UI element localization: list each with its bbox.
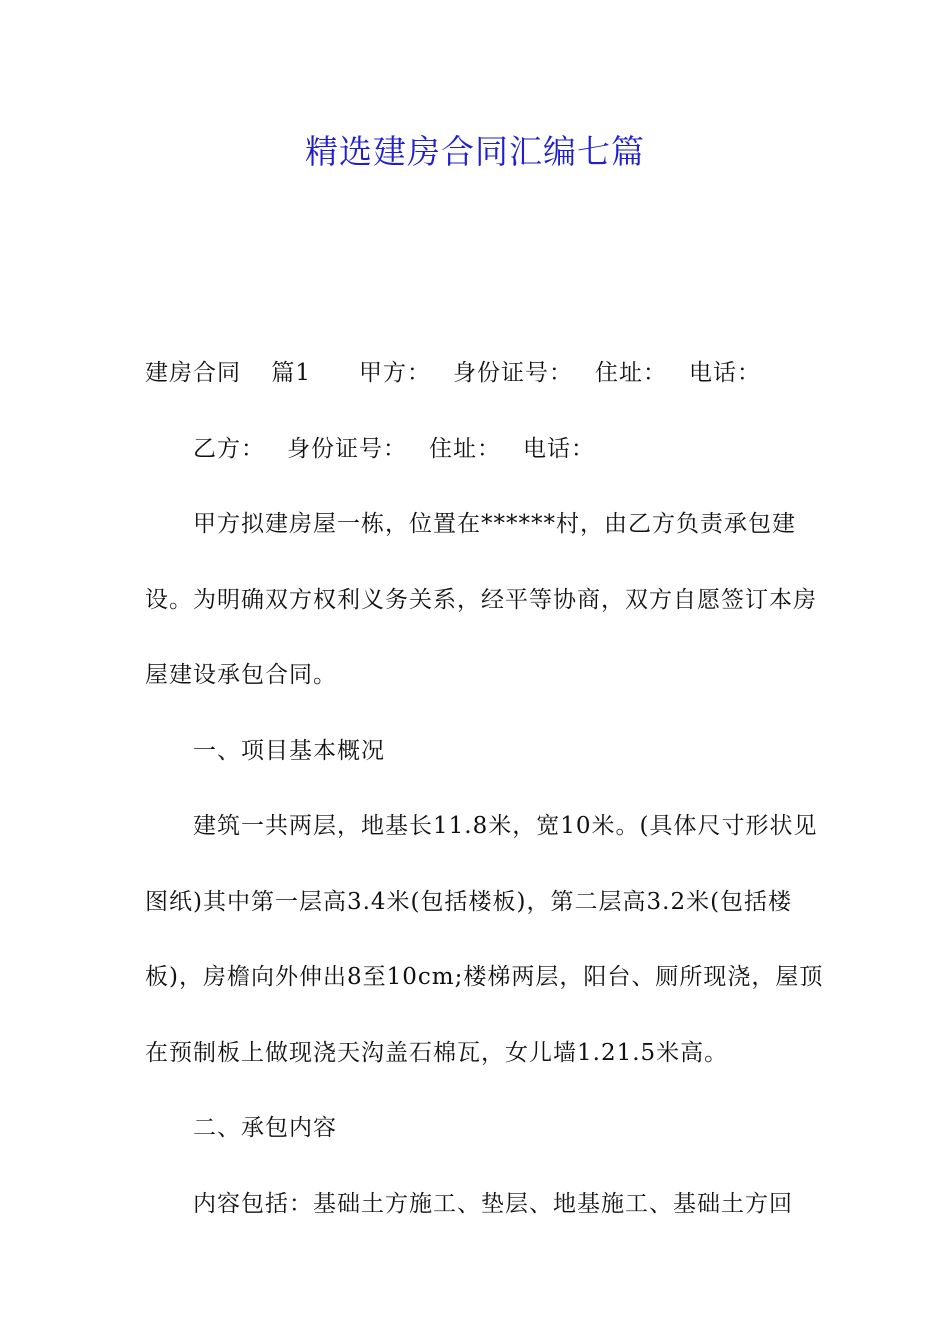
party-a-address-label: 住址： (594, 360, 667, 386)
party-b-line (145, 412, 825, 488)
document-title: 精选建房合同汇编七篇 (305, 132, 645, 171)
party-b-address-label: 住址： (429, 435, 501, 462)
document-body (145, 336, 825, 1242)
party-b-id-label: 身份证号： (287, 435, 407, 462)
party-a-id-label: 身份证号： (452, 360, 573, 386)
header-line (145, 336, 825, 412)
section-heading-scope: 二、承包内容 (193, 1115, 337, 1141)
paragraph-intro: 甲方拟建房屋一栋，位置在******村，由乙方负责承包建设。为明确双方权利义务关系，经平等协商，双方自愿签订本房屋建设承包合同。 (145, 511, 817, 688)
party-b-label: 乙方： (193, 435, 265, 462)
paragraph-overview: 建筑一共两层，地基长11.8米，宽10米。(具体尺寸形状见图纸)其中第一层高3.4米(包括楼板)，第二层高3.2米(包括楼板)，房檐向外伸出8至10cm;楼梯两层，阳台、厕所现浇，屋顶在预制板上做现浇天沟盖石棉瓦，女儿墙1.21.5米高。 (145, 813, 824, 1066)
header-heading: 建房合同 (145, 360, 241, 386)
header-part: 篇1 (271, 360, 311, 386)
party-a-phone-label: 电话： (688, 360, 761, 386)
paragraph-scope: 内容包括：基础土方施工、垫层、地基施工、基础土方回 (193, 1190, 793, 1217)
party-b-phone-label: 电话： (523, 435, 595, 462)
section-heading-overview: 一、项目基本概况 (193, 737, 385, 764)
party-a-label: 甲方： (358, 360, 431, 386)
